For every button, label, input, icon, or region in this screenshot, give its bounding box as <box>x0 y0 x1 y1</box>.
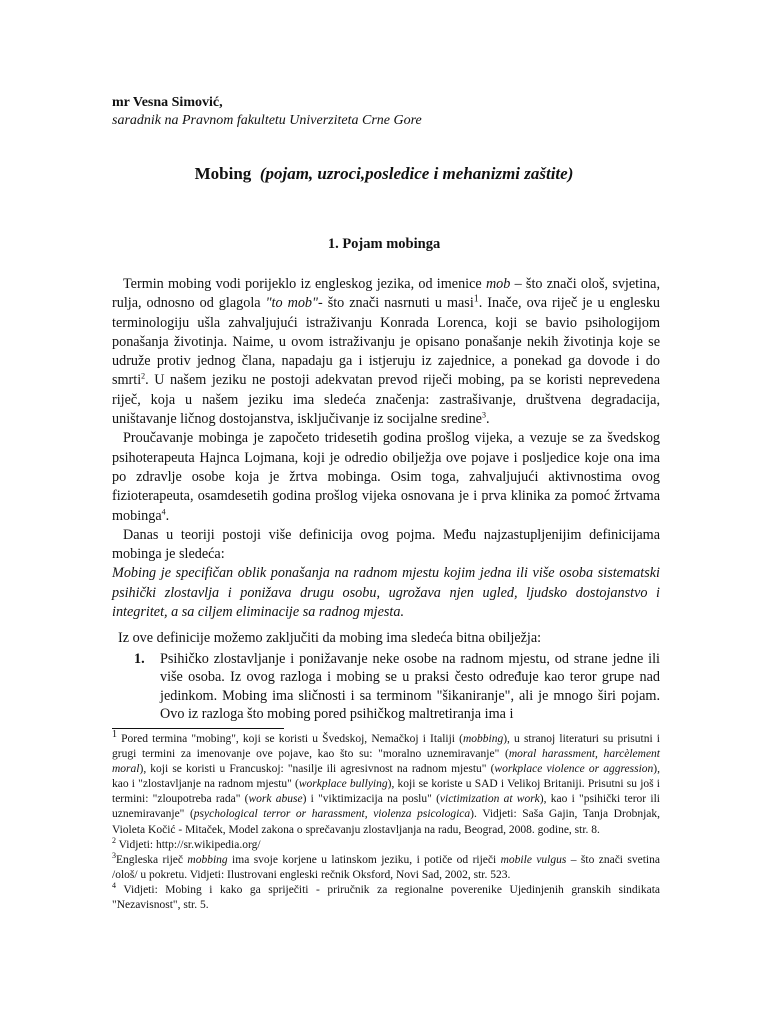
footnote-1-text: ), kao i "psihički teror ili uznemiravanje" ( <box>112 793 660 821</box>
footnote-1-term: workplace violence or aggression <box>494 763 654 776</box>
footnote-1-text: Pored termina "mobing", koji se koristi u Švedskoj, Nemačkoj i Italiji ( <box>117 733 463 745</box>
footnote-1-term: victimization at work <box>439 793 540 806</box>
section-heading: 1. Pojam mobinga <box>327 236 441 252</box>
footnote-1-term: mobbing <box>462 733 504 745</box>
footnote-1-text: ), koji se koriste u SAD i Velikoj Britaniji. Prisutni su još i termini: "zloupotreba rada" ( <box>112 778 660 806</box>
p1-text-d: . Inače, ova riječ je u englesku terminologiju ušla zahvaljujući istraživanju Konrada Lorenca, koji se bavio psihologijom ponašanja životinja. Naime, u ovom istraživanju je opisano ponašanje nekih životinja koje se udruže protiv jednog člana, napadaju ga i istjeruju iz zajednice, a ponekad ga dovode i do smrti <box>112 295 661 389</box>
footnote-1-mark: 1 <box>112 729 117 741</box>
footnote-3-term: mobbing <box>187 853 228 866</box>
footnote-3 <box>112 850 660 883</box>
p2-text-a: Proučavanje mobinga je započeto tridesetih godina prošlog vijeka, a vezuje se za švedskog psihoterapeuta Hajnca Lojmana, koji je odredio obilježja ove pojave i posljedice koje ona ima po zdravlje osobe koja je žrtva mobinga. Osim toga, zahvaljujući aktivnostima ovog fizioterapeuta, osamdesetih godina prošlog vijeka osnovana je i prva klinika za pomoć žrtvama mobinga <box>112 430 660 524</box>
p1-term-to-mob: "to mob" <box>265 295 318 312</box>
p1-text-a: Termin mobing vodi porijeklo iz engleskog jezika, od imenice <box>123 276 486 292</box>
footnote-3-text: Engleska riječ <box>116 853 188 866</box>
list-item <box>134 650 660 723</box>
footnote-1-text: ) i "viktimizacija na poslu" ( <box>302 793 440 806</box>
footnote-1 <box>112 729 660 838</box>
footnote-4-text: Vidjeti: Mobing i kako ga spriječiti - priručnik za regionalne poverenike Ujedinjenih granskih sindikata "Nezavisnost", str. 5. <box>112 883 660 912</box>
footnotes <box>112 729 660 913</box>
footnote-1-text: ), u stranoj literaturi su prisutni i grugi termini za imenovanje ove pojave, kao što su: "moralno uznemiravanje" ( <box>112 733 660 761</box>
author-name: mr Vesna Simović, <box>112 95 223 110</box>
footnote-1-text: ). Vidjeti: Saša Gajin, Tanja Drobnjak, Violeta Kočić - Mitaček, Model zakona o sprečavanju zlostavljanja na radu, Beograd, 2008. godine, str. 8. <box>112 808 660 836</box>
footnote-1-term: psychological terror or harassment, violenza psicologica <box>193 808 471 821</box>
footnote-4-mark: 4 <box>112 881 116 891</box>
footnote-3-text: ima svoje korjene u latinskom jeziku, i potiče od riječi <box>227 853 501 866</box>
paragraph-3: Danas u teoriji postoji više definicija ovog pojma. Među najzastupljenijim definicijama mobinga je sledeća: <box>112 526 660 563</box>
list-item-text: Psihičko zlostavljanje i ponižavanje neke osobe na radnom mjestu, od strane jedne ili više osoba. Iz ovog razloga i mobing se u praksi često određuje kao teror grupe nad jedinkom. Mobing ima sličnosti i sa terminom "šikaniranje", ali je mnogo širi pojam. Ovo iz razloga što mobing pored psihičkog maltretiranja ima i <box>160 651 660 722</box>
footnote-ref-2[interactable]: 2 <box>141 371 146 381</box>
footnote-1-term: workplace bullying <box>298 778 388 791</box>
p1-text-e: . U našem jeziku ne postoji adekvatan prevod riječi mobing, pa se koristi neprevedena riječ, koja u našem jeziku ima sledeća značenja: zastrašivanje, društvena degradacija, uništavanje ličnog dostojanstva, isključivanje iz socijalne sredine <box>112 372 660 428</box>
p1-term-mob: mob <box>485 276 511 292</box>
footnote-2-text: Vidjeti: http://sr.wikipedia.org/ <box>116 838 261 851</box>
footnote-1-text: ), kao i "zlostavljanje na radnom mjestu" ( <box>112 763 660 791</box>
list-item-number: 1. <box>134 651 145 667</box>
paragraph-2 <box>112 429 660 525</box>
list-lead: Iz ove definicije možemo zaključiti da mobing ima sledeća bitna obilježja: <box>118 630 542 646</box>
footnote-1-term: moral harassment, harcèlement moral <box>112 748 660 776</box>
footnote-1-text: ), koji se koristi u Francuskoj: "nasilje ili agresivnost na radnom mjestu" ( <box>139 763 495 776</box>
main-body <box>112 275 660 622</box>
document-title <box>0 164 768 184</box>
title-main: Mobing <box>194 164 252 183</box>
p1-text-f: . <box>485 411 490 428</box>
footnote-separator <box>112 728 284 729</box>
footnote-1-term: work abuse <box>248 793 303 806</box>
definition-quote: Mobing je specifičan oblik ponašanja na radnom mjestu kojim jedna ili više osoba sistematski psihički zlostavlja i ponižava drugu osobu, ugrožava njen ugled, ljudsko dostojanstvo i integritet, a sa ciljem eliminacije sa radnog mjesta. <box>112 565 660 621</box>
footnote-ref-1[interactable]: 1 <box>473 293 479 305</box>
title-subtitle: (pojam, uzroci,posledice i mehanizmi zaštite) <box>259 164 574 183</box>
p1-text-c: - što znači nasrnuti u masi <box>317 295 474 312</box>
footnote-3-mark: 3 <box>112 850 116 860</box>
p1-text-b: – što znači ološ, svjetina, rulja, odnosno od glagola <box>112 276 660 312</box>
p2-text-b: . <box>165 507 170 524</box>
footnote-4 <box>112 883 660 913</box>
footnote-2 <box>112 835 660 853</box>
footnote-3-text: – što znači svetina /ološ/ u pokretu. Vidjeti: Ilustrovani engleski rečnik Oksford, Novi Sad, 2002, str. 523. <box>112 853 660 881</box>
paragraph-1 <box>112 275 660 429</box>
footnote-2-mark: 2 <box>112 835 116 845</box>
footnote-3-term: mobile vulgus <box>500 853 567 866</box>
footnote-ref-4[interactable]: 4 <box>161 506 166 516</box>
footnote-ref-3[interactable]: 3 <box>481 410 486 420</box>
author-affiliation: saradnik na Pravnom fakultetu Univerziteta Crne Gore <box>112 113 422 128</box>
